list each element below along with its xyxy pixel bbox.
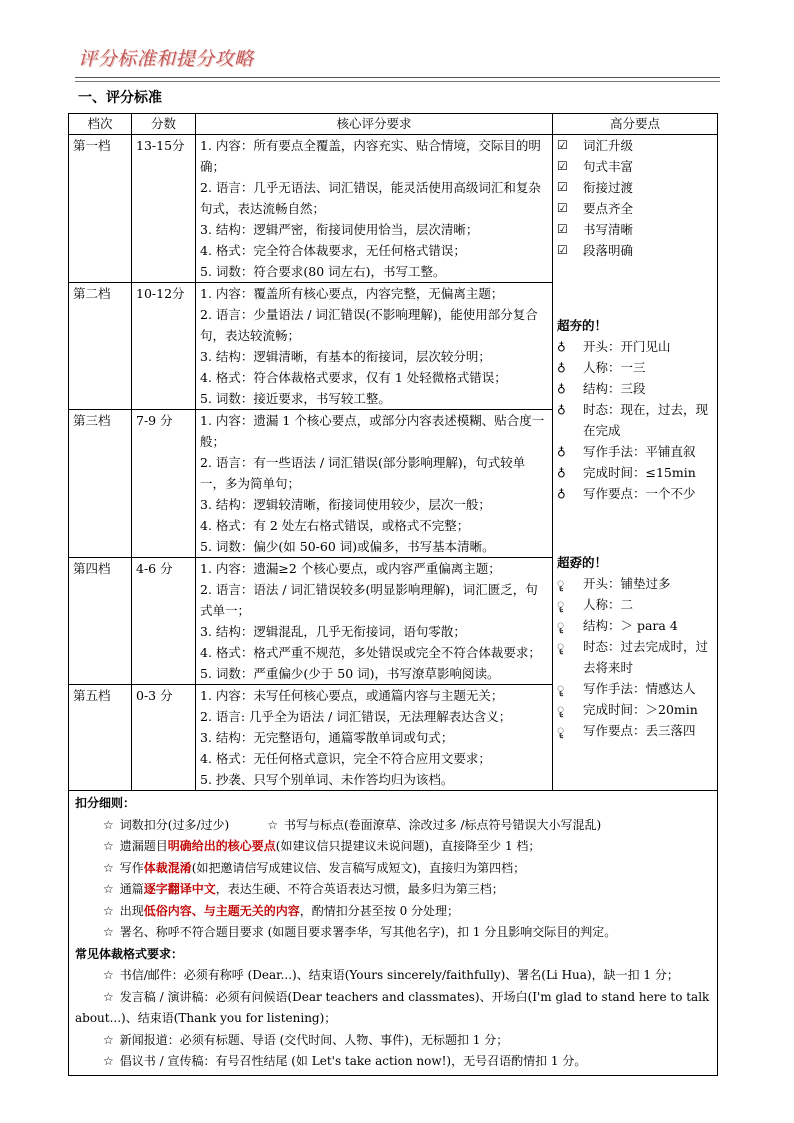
bad-label: 写作要点：丢三落四 <box>583 723 696 738</box>
hand-up-icon: ♁ <box>557 360 566 374</box>
checklist-label: 段落明确 <box>583 243 634 258</box>
deduction-text: 书写与标点(卷面潦草、涂改过多 /标点符号错误大小写混乱) <box>283 817 602 832</box>
requirement-item: 4. 格式：格式严重不规范，多处错误或完全不符合体裁要求； <box>200 645 541 660</box>
table-row <box>69 135 718 283</box>
requirement-item: 2. 语言：语法 / 词汇错误较多(明显影响理解)，词汇匮乏，句式单一； <box>200 582 538 618</box>
outstanding-item <box>557 483 713 504</box>
requirement-item: 5. 词数：偏少(如 50-60 词)或偏多，书写基本清晰。 <box>200 539 495 554</box>
requirement-item: 1. 内容：覆盖所有核心要点，内容完整，无偏离主题； <box>200 286 504 301</box>
hand-down-icon: ॄ <box>557 618 565 632</box>
checklist-item <box>557 177 713 198</box>
header-level: 档次 <box>69 114 132 135</box>
outstanding-label: 完成时间：≤15min <box>583 465 696 480</box>
outstanding-label: 时态：现在，过去，现在完成 <box>583 402 709 438</box>
requirement-item: 3. 结构：逻辑混乱，几乎无衔接词，语句零散； <box>200 624 466 639</box>
checklist-label: 要点齐全 <box>583 201 634 216</box>
bad-label: 时态：过去完成时，过去将来时 <box>583 639 709 675</box>
score-cell: 4-6 分 <box>132 558 196 685</box>
outstanding-item <box>557 441 713 462</box>
bad-label: 完成时间：＞20min <box>583 702 698 717</box>
score-cell: 13-15分 <box>132 135 196 283</box>
hand-down-icon: ॄ <box>557 639 565 653</box>
bad-item <box>557 678 713 699</box>
hand-up-icon: ♁ <box>557 465 566 479</box>
hand-up-icon: ♁ <box>557 486 566 500</box>
format-text: 发言稿 / 演讲稿：必须有问候语(Dear teachers and classmates)、开场白(I'm glad to stand here to talk about...)、结束语(Thank you for listening)； <box>75 989 710 1025</box>
score-cell: 10-12分 <box>132 283 196 410</box>
requirement-item: 5. 抄袭、只写个别单词、未作答均归为该档。 <box>200 772 454 787</box>
format-text: 书信/邮件：必须有称呼 (Dear...)、结束语(Yours sincerely/faithfully)、署名(Li Hua)，缺一扣 1 分； <box>119 968 679 982</box>
checklist-item <box>557 135 713 156</box>
requirement-item: 3. 结构：无完整语句，通篇零散单词或句式； <box>200 730 454 745</box>
deduction-highlight: 低俗内容、与主题无关的内容 <box>143 903 300 918</box>
checkbox-icon: ☑ <box>557 201 568 215</box>
star-icon: ☆ <box>103 817 114 832</box>
table-header-row <box>69 114 718 135</box>
bad-title: 超孬的！ <box>557 555 608 570</box>
requirement-item: 3. 结构：逻辑较清晰，衔接词使用较少，层次一般； <box>200 497 491 512</box>
bad-label: 写作手法：情感达人 <box>583 681 696 696</box>
document-header-title: 评分标准和提分攻略 <box>78 48 254 70</box>
deduction-text: 遗漏题目 <box>119 839 168 853</box>
format-item <box>75 1051 711 1073</box>
checklist-label: 词汇升级 <box>583 138 634 153</box>
requirement-item: 5. 词数：符合要求(80 词左右)，书写工整。 <box>200 264 446 279</box>
bad-label: 结构：＞ para 4 <box>583 618 678 633</box>
checklist-item <box>557 156 713 177</box>
deduction-item <box>75 922 711 944</box>
format-text: 新闻报道：必须有标题、导语 (交代时间、人物、事件)，无标题扣 1 分； <box>119 1032 509 1047</box>
star-icon: ☆ <box>103 968 114 982</box>
deductions-title: 扣分细则： <box>75 796 136 810</box>
requirements-cell <box>196 135 553 283</box>
format-text: 倡议书 / 宣传稿：有号召性结尾 (如 Let's take action now!)，无号召语酌情扣 1 分。 <box>119 1054 587 1068</box>
deduction-text: (如建议信只提建议未说问题)，直接降至少 1 档； <box>275 839 541 853</box>
requirement-item: 2. 语言：有一些语法 / 词汇错误(部分影响理解)，句式较单一，多为简单句； <box>200 455 526 491</box>
bad-item <box>557 636 713 678</box>
format-item <box>75 1030 711 1052</box>
requirements-cell <box>196 283 553 410</box>
hand-down-icon: ॄ <box>557 576 565 590</box>
format-item <box>75 987 711 1030</box>
outstanding-label: 开头：开门见山 <box>583 339 671 354</box>
requirement-item: 4. 格式：完全符合体裁要求，无任何格式错误； <box>200 243 466 258</box>
hand-up-icon: ♁ <box>557 444 566 458</box>
level-cell: 第二档 <box>69 283 132 410</box>
header-score: 分数 <box>132 114 196 135</box>
star-icon: ☆ <box>267 817 278 832</box>
outstanding-label: 写作要点：一个不少 <box>583 486 696 501</box>
requirement-item: 2. 语言：几乎无语法、词汇错误，能灵活使用高级词汇和复杂句式，表达流畅自然； <box>200 180 541 216</box>
deduction-text: ，表达生硬、不符合英语表达习惯，最多归为第三档； <box>215 882 504 896</box>
level-cell: 第四档 <box>69 558 132 685</box>
outstanding-list <box>557 336 713 504</box>
deduction-text: 出现 <box>119 903 144 918</box>
hand-up-icon: ♁ <box>557 381 566 395</box>
bad-label: 开头：铺垫过多 <box>583 576 671 591</box>
requirement-item: 4. 格式：有 2 处左右格式错误，或格式不完整； <box>200 518 470 533</box>
checklist-item <box>557 240 713 261</box>
deduction-text: 通篇 <box>119 882 144 896</box>
bad-item <box>557 615 713 636</box>
checklist <box>557 135 713 261</box>
checkbox-icon: ☑ <box>557 138 568 152</box>
bad-item <box>557 594 713 615</box>
bad-list <box>557 573 713 741</box>
star-icon: ☆ <box>103 903 114 918</box>
checkbox-icon: ☑ <box>557 159 568 173</box>
hand-down-icon: ॄ <box>557 723 565 737</box>
format-item <box>75 965 711 987</box>
score-cell: 0-3 分 <box>132 685 196 791</box>
deduction-text: (如把邀请信写成建议信、发言稿写成短文)，直接归为第四档； <box>191 860 526 875</box>
requirement-item: 5. 词数：严重偏少(少于 50 词)，书写潦草影响阅读。 <box>200 666 500 681</box>
level-cell: 第一档 <box>69 135 132 283</box>
notes-cell <box>69 791 718 1076</box>
requirement-item: 4. 格式：符合体裁格式要求，仅有 1 处轻微格式错误； <box>200 370 507 385</box>
outstanding-label: 人称：一三 <box>583 360 646 375</box>
deduction-highlight: 体裁混淆 <box>143 860 192 875</box>
header-rule-thin <box>75 81 720 82</box>
formats-title: 常见体裁格式要求： <box>75 946 184 961</box>
level-cell: 第三档 <box>69 410 132 558</box>
notes-row <box>69 791 718 1076</box>
hand-down-icon: ॄ <box>557 597 565 611</box>
outstanding-label: 写作手法：平铺直叙 <box>583 444 696 459</box>
checkbox-icon: ☑ <box>557 180 568 194</box>
checkbox-icon: ☑ <box>557 243 568 257</box>
outstanding-item <box>557 357 713 378</box>
checkbox-icon: ☑ <box>557 222 568 236</box>
outstanding-item <box>557 462 713 483</box>
deduction-item <box>75 858 711 880</box>
outstanding-item <box>557 336 713 357</box>
requirement-item: 5. 词数：接近要求，书写较工整。 <box>200 391 391 406</box>
deduction-highlight: 明确给出的核心要点 <box>167 839 276 853</box>
deduction-text: 署名、称呼不符合题目要求 (如题目要求署李华，写其他名字)，扣 1 分且影响交际目的判定。 <box>119 925 617 939</box>
deduction-item <box>75 879 711 901</box>
checklist-label: 书写清晰 <box>583 222 634 237</box>
section-title: 一、评分标准 <box>78 90 162 106</box>
outstanding-item <box>557 378 713 399</box>
star-icon: ☆ <box>103 882 114 896</box>
requirement-item: 4. 格式：无任何格式意识，完全不符合应用文要求； <box>200 751 491 766</box>
outstanding-label: 结构：三段 <box>583 381 646 396</box>
deduction-text: 写作 <box>119 860 144 875</box>
hand-down-icon: ॄ <box>557 702 565 716</box>
requirement-item: 2. 语言：少量语法 / 词汇错误(不影响理解)，能使用部分复合句，表达较流畅； <box>200 307 538 343</box>
requirement-item: 2. 语言: 几乎全为语法 / 词汇错误，无法理解表达含义； <box>200 709 512 724</box>
header-high-points: 高分要点 <box>553 114 718 135</box>
bad-item <box>557 720 713 741</box>
header-requirements: 核心评分要求 <box>196 114 553 135</box>
requirement-item: 1. 内容：所有要点全覆盖，内容充实、贴合情境，交际目的明确； <box>200 138 541 174</box>
requirement-item: 3. 结构：逻辑严密，衔接词使用恰当，层次清晰； <box>200 222 479 237</box>
high-points-cell <box>553 135 718 791</box>
bad-item <box>557 699 713 720</box>
requirements-cell <box>196 685 553 791</box>
hand-up-icon: ♁ <box>557 402 566 416</box>
header-rule <box>75 77 720 78</box>
deduction-item <box>75 836 711 858</box>
requirement-item: 1. 内容：未写任何核心要点，或通篇内容与主题无关； <box>200 688 504 703</box>
requirement-item: 1. 内容：遗漏≥2 个核心要点，或内容严重偏离主题； <box>200 561 501 576</box>
deduction-text: ，酌情扣分甚至按 0 分处理； <box>299 903 460 918</box>
deduction-highlight: 逐字翻译中文 <box>143 882 216 896</box>
star-icon: ☆ <box>103 925 114 939</box>
star-icon: ☆ <box>103 989 114 1004</box>
bad-label: 人称：二 <box>583 597 634 612</box>
outstanding-title: 超夯的！ <box>557 318 608 333</box>
requirement-item: 1. 内容：遗漏 1 个核心要点，或部分内容表述模糊、贴合度一般； <box>200 413 545 449</box>
checklist-item <box>557 219 713 240</box>
requirements-cell <box>196 410 553 558</box>
bad-item <box>557 573 713 594</box>
star-icon: ☆ <box>103 1054 114 1068</box>
star-icon: ☆ <box>103 860 114 875</box>
requirement-item: 3. 结构：逻辑清晰，有基本的衔接词，层次较分明； <box>200 349 491 364</box>
checklist-label: 衔接过渡 <box>583 180 634 195</box>
level-cell: 第五档 <box>69 685 132 791</box>
deduction-item <box>75 901 711 923</box>
hand-down-icon: ॄ <box>557 681 565 695</box>
checklist-item <box>557 198 713 219</box>
deduction-text: 词数扣分(过多/过少) <box>119 817 230 832</box>
hand-up-icon: ♁ <box>557 339 566 353</box>
star-icon: ☆ <box>103 839 114 853</box>
outstanding-item <box>557 399 713 441</box>
score-cell: 7-9 分 <box>132 410 196 558</box>
scoring-table <box>68 113 718 1076</box>
requirements-cell <box>196 558 553 685</box>
checklist-label: 句式丰富 <box>583 159 634 174</box>
deduction-item <box>75 815 711 837</box>
star-icon: ☆ <box>103 1032 114 1047</box>
